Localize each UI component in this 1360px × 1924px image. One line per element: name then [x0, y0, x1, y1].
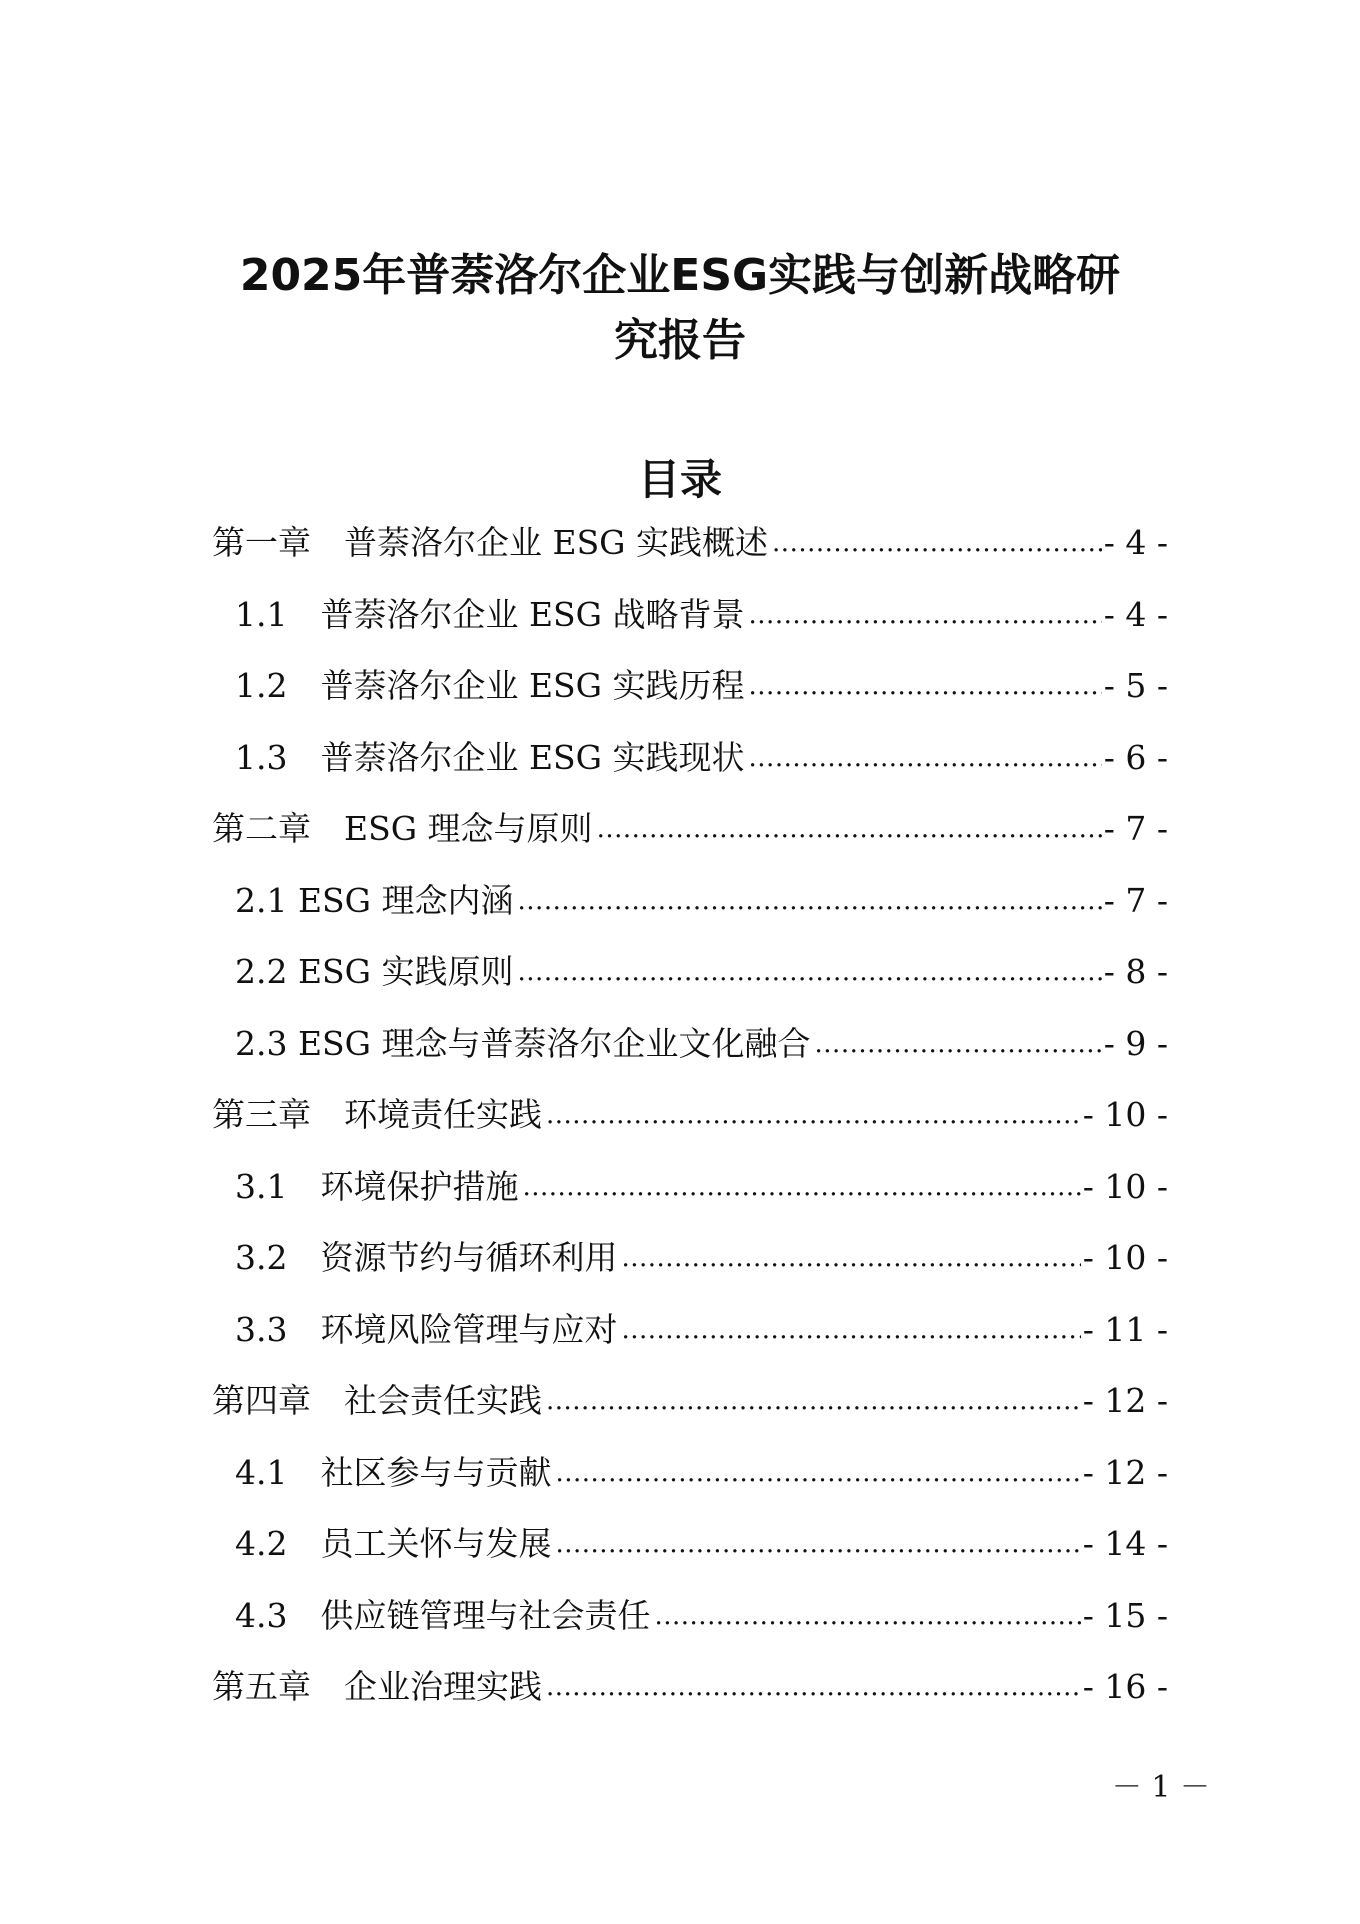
toc-dot-leader: [749, 733, 1102, 783]
toc-entry-page: - 7 -: [1103, 809, 1168, 848]
toc-entry[interactable]: [235, 1305, 1168, 1355]
toc-entry-page: - 10 -: [1082, 1095, 1168, 1134]
toc-dot-leader: [621, 1305, 1080, 1355]
toc-entry-label: 3.1 环境保护措施: [235, 1166, 519, 1206]
toc-entry-label: 1.1 普萘洛尔企业 ESG 战略背景: [235, 594, 745, 634]
toc-entry-label: 4.2 员工关怀与发展: [235, 1524, 552, 1563]
toc-entry-label: 4.1 社区参与与贡献: [235, 1452, 552, 1492]
toc-entry[interactable]: [235, 947, 1168, 997]
toc-entry[interactable]: [235, 876, 1168, 926]
document-title-line-2: 究报告: [614, 315, 746, 366]
toc-entry-page: - 10 -: [1082, 1166, 1168, 1206]
toc-entry-label: 3.2 资源节约与循环利用: [235, 1238, 618, 1277]
toc-dot-leader: [518, 947, 1102, 997]
toc-entry[interactable]: [212, 1376, 1168, 1426]
toc-dot-leader: [555, 1519, 1080, 1569]
toc-entry-label: 第二章 ESG 理念与原则: [212, 809, 593, 848]
toc-entry-label: 4.3 供应链管理与社会责任: [235, 1595, 651, 1635]
toc-entry[interactable]: [235, 733, 1168, 783]
toc-entry[interactable]: [212, 804, 1168, 854]
document-title-line-1: 2025年普萘洛尔企业ESG实践与创新战略研: [239, 250, 1121, 301]
toc-entry[interactable]: [235, 1591, 1168, 1641]
toc-dot-leader: [621, 1233, 1080, 1283]
toc-dot-leader: [749, 590, 1102, 640]
toc-entry-page: - 11 -: [1082, 1309, 1168, 1349]
toc-entry-label: 第三章 环境责任实践: [212, 1095, 542, 1134]
toc-dot-leader: [772, 518, 1102, 568]
toc-dot-leader: [749, 661, 1102, 711]
toc-entry-label: 3.3 环境风险管理与应对: [235, 1309, 618, 1349]
toc-entry-label: 2.3 ESG 理念与普萘洛尔企业文化融合: [235, 1023, 811, 1063]
toc-entry-page: - 15 -: [1082, 1595, 1168, 1635]
toc-entry[interactable]: [235, 661, 1168, 711]
toc-entry-page: - 12 -: [1082, 1452, 1168, 1492]
toc-entry[interactable]: [235, 1448, 1168, 1498]
toc-entry[interactable]: [235, 590, 1168, 640]
toc-entry[interactable]: [235, 1019, 1168, 1069]
toc-dot-leader: [518, 876, 1102, 926]
toc-entry-label: 2.2 ESG 实践原则: [235, 952, 514, 991]
toc-dot-leader: [555, 1448, 1080, 1498]
toc-dot-leader: [546, 1662, 1081, 1712]
toc-entry-label: 2.1 ESG 理念内涵: [235, 880, 514, 920]
toc-entry-label: 第一章 普萘洛尔企业 ESG 实践概述: [212, 523, 769, 562]
toc-entry[interactable]: [212, 1662, 1168, 1712]
toc-heading: 目录: [637, 455, 722, 504]
page-number: － 1 －: [1111, 1770, 1210, 1805]
toc-entry-page: - 9 -: [1103, 1023, 1168, 1063]
toc-dot-leader: [546, 1090, 1081, 1140]
toc-entry[interactable]: [235, 1519, 1168, 1569]
toc-entry-page: - 14 -: [1082, 1524, 1168, 1563]
toc-entry-label: 第四章 社会责任实践: [212, 1381, 542, 1420]
toc-dot-leader: [815, 1019, 1102, 1069]
toc-dot-leader: [597, 804, 1102, 854]
toc-entry-page: - 10 -: [1082, 1238, 1168, 1277]
toc-entry-page: - 4 -: [1103, 523, 1168, 562]
toc-entry-page: - 6 -: [1103, 737, 1168, 777]
toc-entry-page: - 5 -: [1103, 666, 1168, 705]
toc-entry-label: 第五章 企业治理实践: [212, 1667, 542, 1706]
toc-dot-leader: [546, 1376, 1081, 1426]
toc-dot-leader: [522, 1162, 1080, 1212]
toc-entry[interactable]: [212, 518, 1168, 568]
toc-entry[interactable]: [235, 1233, 1168, 1283]
toc-entry-label: 1.2 普萘洛尔企业 ESG 实践历程: [235, 666, 745, 705]
toc-entry-label: 1.3 普萘洛尔企业 ESG 实践现状: [235, 737, 745, 777]
toc-entry[interactable]: [212, 1090, 1168, 1140]
toc-entry-page: - 16 -: [1082, 1667, 1168, 1706]
toc-entry-page: - 8 -: [1103, 952, 1168, 991]
toc-entry-page: - 7 -: [1103, 880, 1168, 920]
toc-entry[interactable]: [235, 1162, 1168, 1212]
toc-entry-page: - 12 -: [1082, 1381, 1168, 1420]
toc-dot-leader: [654, 1591, 1080, 1641]
toc-entry-page: - 4 -: [1103, 594, 1168, 634]
